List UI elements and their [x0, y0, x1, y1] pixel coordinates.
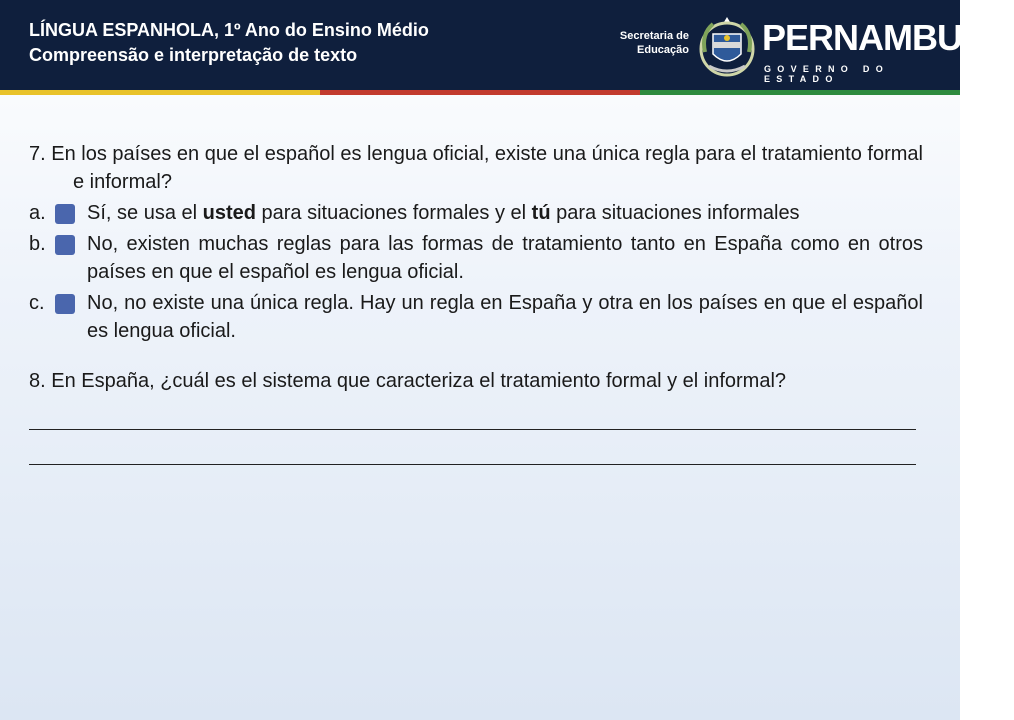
option-letter: b. [29, 233, 46, 255]
checkbox-icon[interactable] [55, 235, 75, 255]
stripe-yellow [0, 90, 320, 95]
header-bar [0, 0, 1014, 90]
answer-lines[interactable] [29, 429, 923, 465]
option-a[interactable] [29, 199, 923, 227]
question-content [29, 140, 923, 465]
topic-subtitle: Compreensão e interpretação de texto [29, 45, 358, 65]
department-line1: Secretaria de [619, 30, 689, 42]
option-text-part: Sí, se usa el [87, 202, 203, 224]
brand-name: PERNAMBUCO [762, 17, 1014, 58]
department-label [607, 29, 689, 57]
option-letter: a. [29, 202, 46, 224]
option-b[interactable] [29, 230, 923, 286]
checkbox-icon[interactable] [55, 294, 75, 314]
subject-title: LÍNGUA ESPANHOLA, 1º Ano do Ensino Médio [29, 20, 429, 40]
option-letter: c. [29, 292, 45, 314]
checkbox-icon[interactable] [55, 204, 75, 224]
answer-line[interactable] [29, 464, 916, 465]
option-bold-term: usted [202, 202, 256, 224]
stripe-red [320, 90, 640, 95]
department-line2: Educação [637, 44, 689, 56]
state-coat-of-arms-icon [697, 14, 757, 78]
header-title [29, 18, 429, 68]
answer-line[interactable] [29, 429, 916, 430]
stripe-green [640, 90, 960, 95]
option-text-part: para situaciones informales [550, 202, 800, 224]
option-text [87, 199, 923, 227]
option-text: No, existen muchas reglas para las formas de tratamiento tanto en España como en otros países en que el español es lengua oficial. [87, 233, 923, 283]
question-7: 7. En los países en que el español es lengua oficial, existe una única regla para el tratamiento formal e informal? [29, 143, 923, 193]
question-8: 8. En España, ¿cuál es el sistema que caracteriza el tratamiento formal y el informal? [29, 370, 787, 392]
brand-subtitle: GOVERNO DO ESTADO [764, 64, 890, 84]
header-stripe [0, 90, 960, 95]
option-text: No, no existe una única regla. Hay un regla en España y otra en los países en que el español es lengua oficial. [87, 292, 923, 342]
option-c[interactable] [29, 289, 923, 345]
option-bold-term: tú [531, 202, 551, 224]
option-text-part: para situaciones formales y el [255, 202, 532, 224]
